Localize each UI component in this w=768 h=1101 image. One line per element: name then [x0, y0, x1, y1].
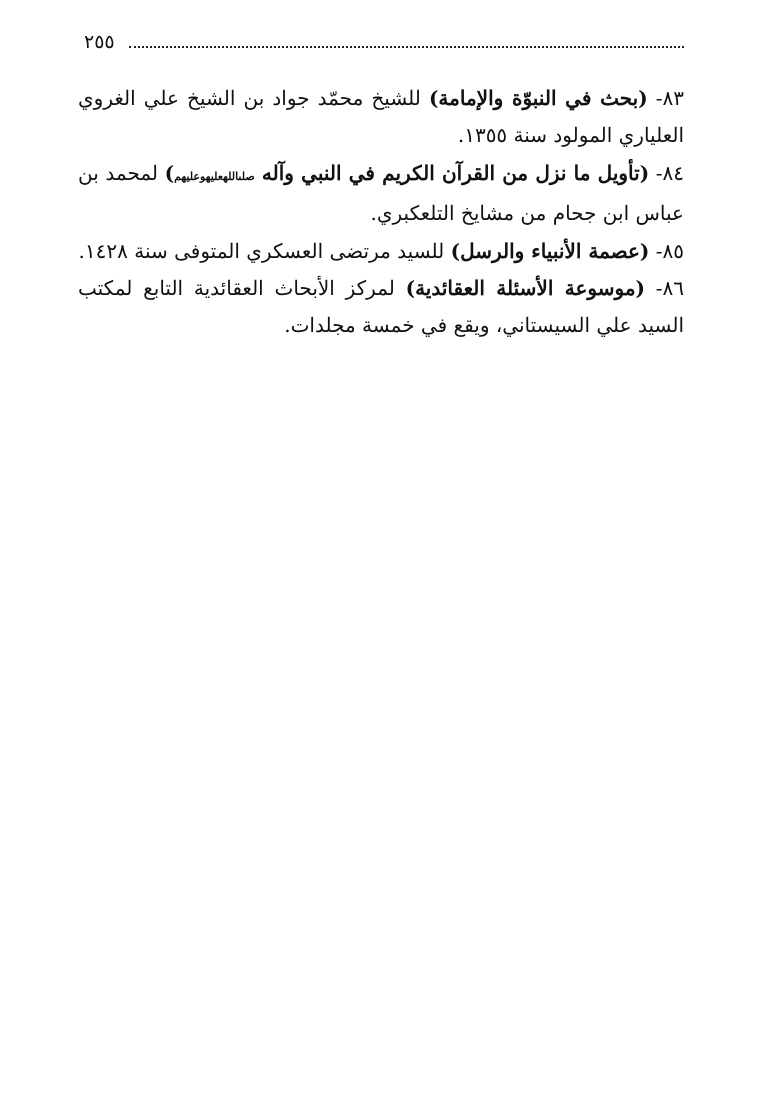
reference-list — [78, 80, 684, 345]
entry-title: (موسوعة الأسئلة العقائدية) — [405, 276, 646, 301]
entry-title-text: (تأويل ما نزل من القرآن الكريم في النبي وآله — [254, 160, 650, 185]
entry-text: للشيخ محمّد جواد بن الشيخ علي الغروي العلياري المولود سنة ١٣٥٥. — [78, 86, 684, 148]
list-item — [78, 80, 684, 155]
page-header — [84, 28, 684, 56]
page-number: ٢٥٥ — [84, 31, 115, 53]
entry-number: ٨٣- — [655, 86, 684, 110]
entry-text: لمحمد بن عباس ابن جحام من مشايخ التلعكبري. — [78, 160, 684, 226]
honorific-phrase: صلىاللهعليهوعليهم — [174, 169, 255, 183]
entry-title: (بحث في النبوّة والإمامة) — [428, 86, 648, 110]
list-item — [78, 270, 684, 345]
list-item — [78, 155, 684, 233]
entry-text: لمركز الأبحاث العقائدية التابع لمكتب السيد علي السيستاني، ويقع في خمسة مجلدات. — [78, 276, 684, 338]
dotted-leader-line — [129, 46, 684, 48]
entry-title — [165, 161, 650, 185]
entry-title-close: ) — [164, 160, 175, 185]
entry-number: ٨٤- — [655, 160, 685, 185]
list-item — [78, 233, 684, 270]
entry-number: ٨٥- — [655, 238, 684, 263]
entry-title: (عصمة الأنبياء والرسل) — [450, 238, 650, 263]
entry-number: ٨٦- — [655, 276, 685, 301]
entry-text: للسيد مرتضى العسكري المتوفى سنة ١٤٢٨. — [78, 238, 451, 263]
